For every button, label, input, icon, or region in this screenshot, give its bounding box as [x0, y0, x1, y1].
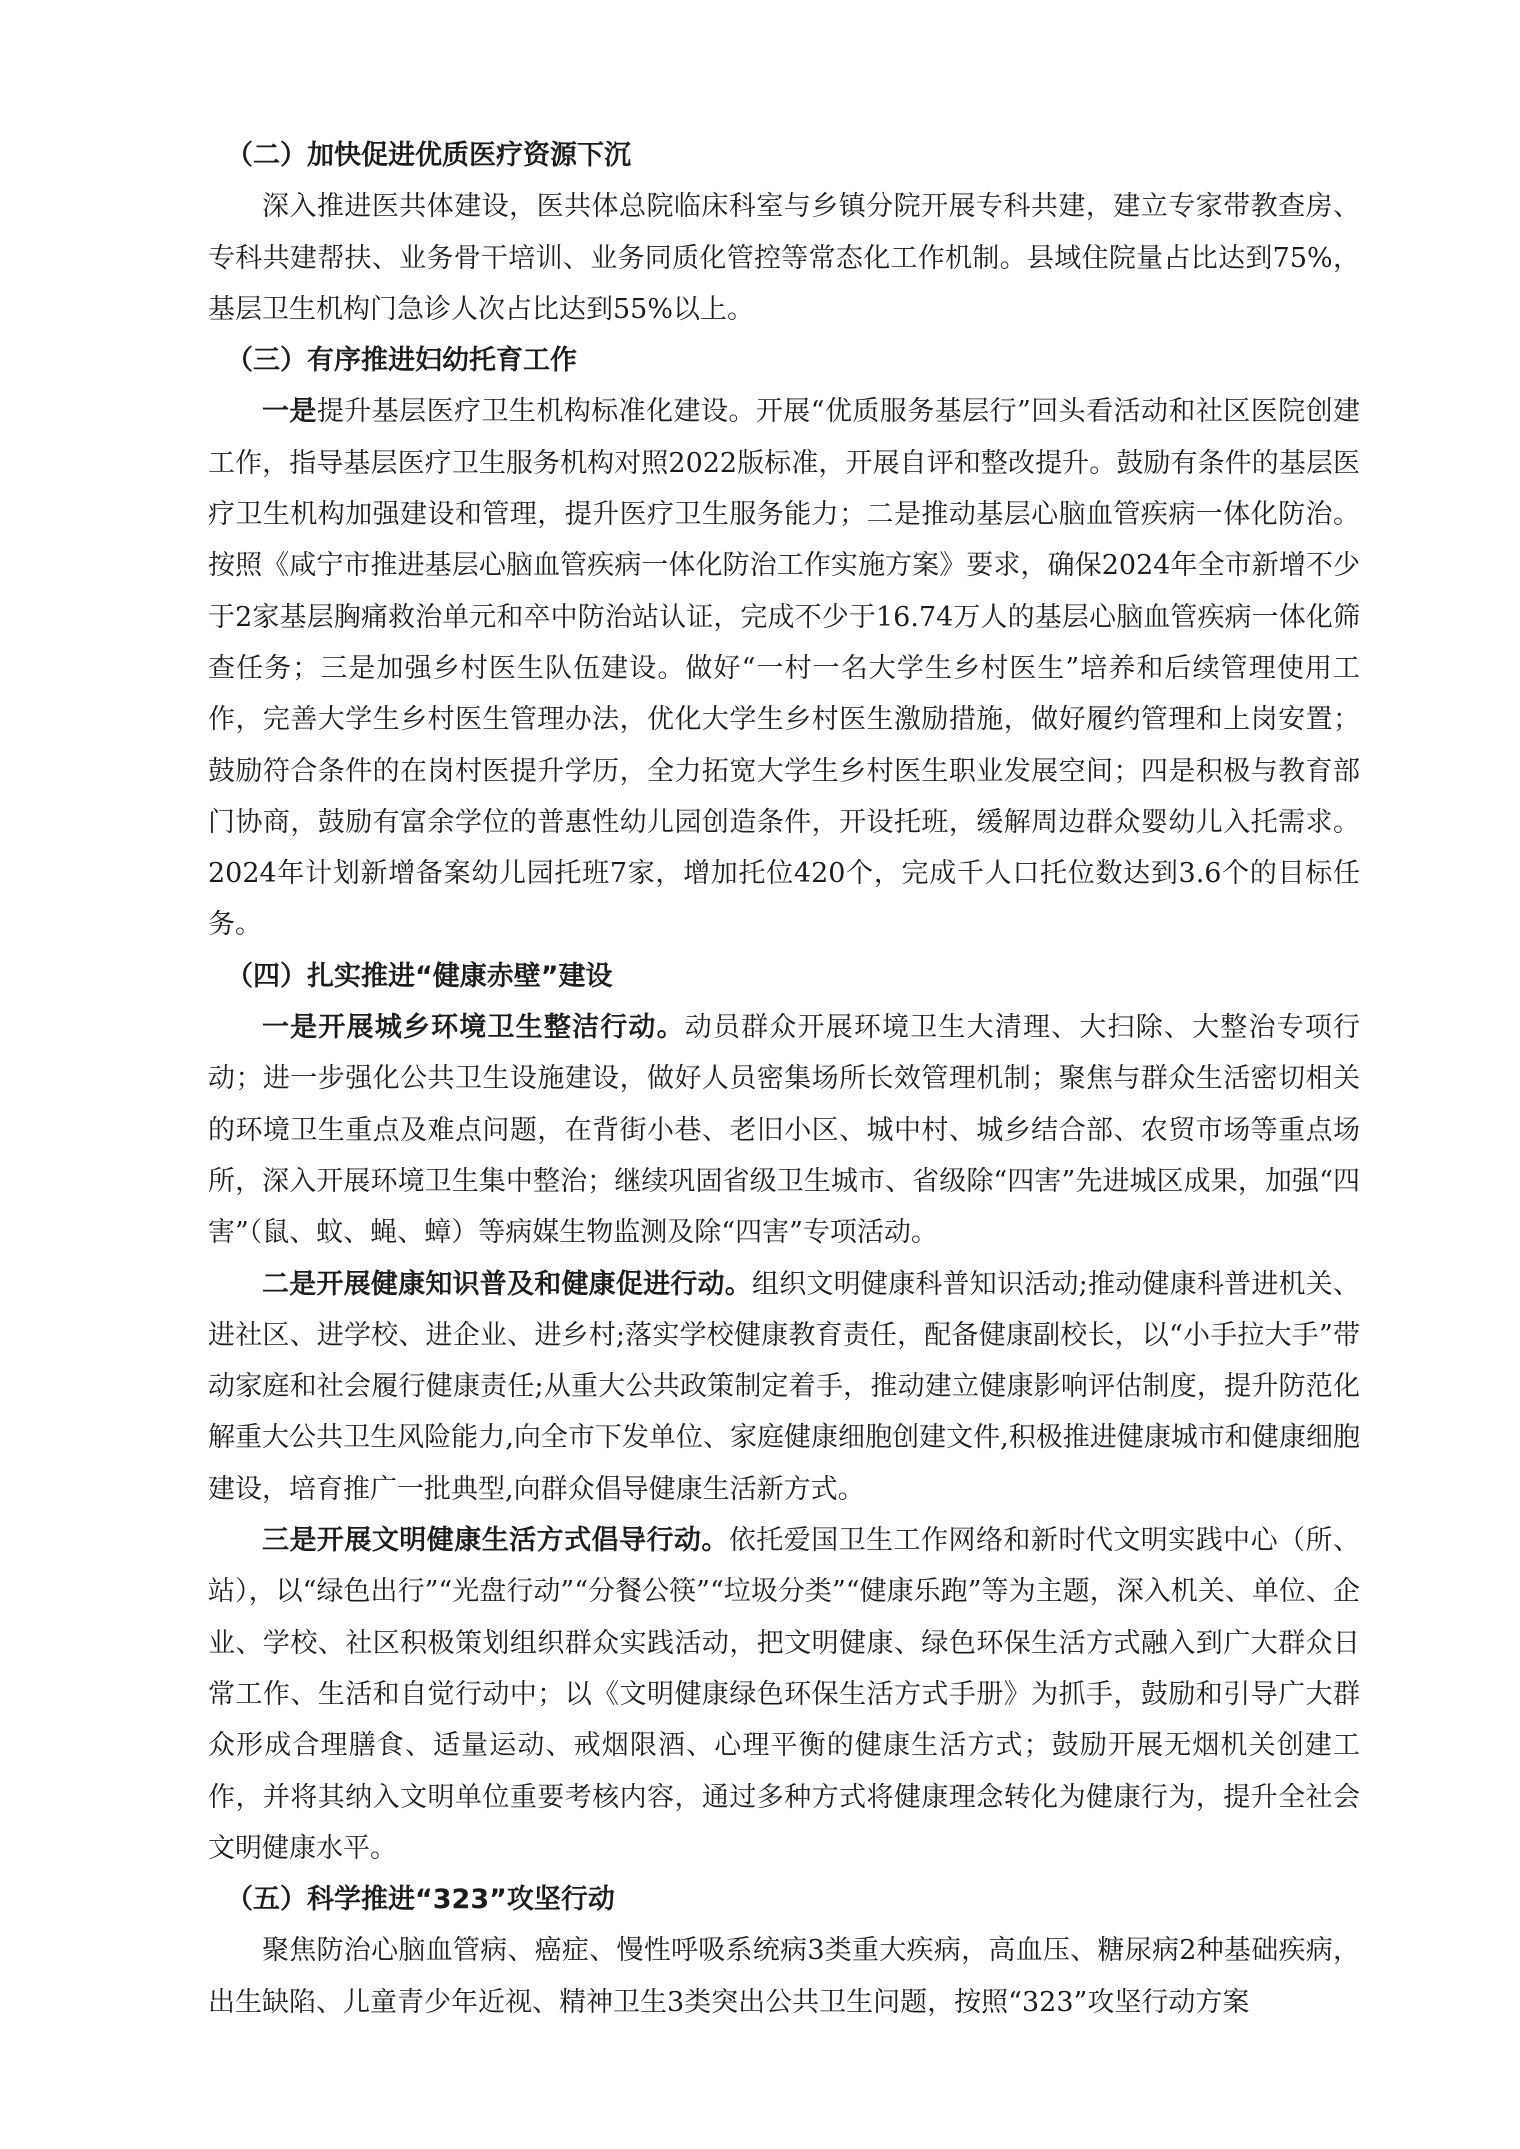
section-3 — [208, 335, 1360, 951]
paragraph — [208, 386, 1360, 950]
paragraph — [208, 181, 1360, 335]
paragraph — [208, 1002, 1360, 1258]
body-text: 依托爱国卫生工作网络和新时代文明实践中心（所、站），以“绿色出行”“光盘行动”“分餐公筷”“垃圾分类”“健康乐跑”等为主题，深入机关、单位、企业、学校、社区积极策划组织群众实践活动，把文明健康、绿色环保生活方式融入到广大群众日常工作、生活和自觉行动中；以《文明健康绿色环保生活方式手册》为抓手，鼓励和引导广大群众形成合理膳食、适量运动、戒烟限酒、心理平衡的健康生活方式；鼓励开展无烟机关创建工作，并将其纳入文明单位重要考核内容，通过多种方式将健康理念转化为健康行为，提升全社会文明健康水平。 — [208, 1525, 1361, 1864]
section-heading: （三）有序推进妇幼托育工作 — [226, 345, 577, 377]
section-5 — [208, 1874, 1360, 2028]
paragraph-lead: 一是 — [262, 396, 317, 428]
section-heading: （四）扎实推进“健康赤壁”建设 — [226, 960, 613, 992]
paragraph — [208, 1259, 1360, 1515]
body-text: 深入推进医共体建设，医共体总院临床科室与乡镇分院开展专科共建，建立专家带教查房、专科共建帮扶、业务骨干培训、业务同质化管控等常态化工作机制。县域住院量占比达到75%，基层卫生机构门急诊人次占比达到55%以上。 — [208, 191, 1360, 325]
paragraph-lead: 二是开展健康知识普及和健康促进行动。 — [262, 1268, 752, 1300]
paragraph-lead: 一是开展城乡环境卫生整洁行动。 — [262, 1012, 685, 1044]
paragraph — [208, 1925, 1360, 2028]
body-text: 动员群众开展环境卫生大清理、大扫除、大整治专项行动；进一步强化公共卫生设施建设，做好人员密集场所长效管理机制；聚焦与群众生活密切相关的环境卫生重点及难点问题，在背街小巷、老旧小区、城中村、城乡结合部、农贸市场等重点场所，深入开展环境卫生集中整治；继续巩固省级卫生城市、省级除“四害”先进城区成果，加强“四害”（鼠、蚊、蝇、蟑）等病媒生物监测及除“四害”专项活动。 — [208, 1012, 1361, 1249]
section-2 — [208, 130, 1360, 335]
paragraph — [208, 1515, 1360, 1874]
body-text: 组织文明健康科普知识活动;推动健康科普进机关、进社区、进学校、进企业、进乡村;落实学校健康教育责任，配备健康副校长，以“小手拉大手”带动家庭和社会履行健康责任;从重大公共政策制定着手，推动建立健康影响评估制度，提升防范化解重大公共卫生风险能力,向全市下发单位、家庭健康细胞创建文件,积极推进健康城市和健康细胞建设，培育推广一批典型,向群众倡导健康生活新方式。 — [208, 1268, 1360, 1505]
body-text: 聚焦防治心脑血管病、癌症、慢性呼吸系统病3类重大疾病，高血压、糖尿病2种基础疾病，出生缺陷、儿童青少年近视、精神卫生3类突出公共卫生问题，按照“323”攻坚行动方案 — [208, 1935, 1360, 2018]
section-heading: （二）加快促进优质医疗资源下沉 — [226, 140, 631, 171]
paragraph-lead: 三是开展文明健康生活方式倡导行动。 — [262, 1525, 729, 1557]
section-heading: （五）科学推进“323”攻坚行动 — [226, 1884, 615, 1916]
body-text: 提升基层医疗卫生机构标准化建设。开展“优质服务基层行”回头看活动和社区医院创建工作，指导基层医疗卫生服务机构对照2022版标准，开展自评和整改提升。鼓励有条件的基层医疗卫生机构加强建设和管理，提升医疗卫生服务能力；二是推动基层心脑血管疾病一体化防治。按照《咸宁市推进基层心脑血管疾病一体化防治工作实施方案》要求，确保2024年全市新增不少于2家基层胸痛救治单元和卒中防治站认证，完成不少于16.74万人的基层心脑血管疾病一体化筛查任务；三是加强乡村医生队伍建设。做好“一村一名大学生乡村医生”培养和后续管理使用工作，完善大学生乡村医生管理办法，优化大学生乡村医生激励措施，做好履约管理和上岗安置；鼓励符合条件的在岗村医提升学历，全力拓宽大学生乡村医生职业发展空间；四是积极与教育部门协商，鼓励有富余学位的普惠性幼儿园创造条件，开设托班，缓解周边群众婴幼儿入托需求。2024年计划新增备案幼儿园托班7家，增加托位420个，完成千人口托位数达到3.6个的目标任务。 — [208, 396, 1361, 941]
section-4 — [208, 951, 1360, 1874]
